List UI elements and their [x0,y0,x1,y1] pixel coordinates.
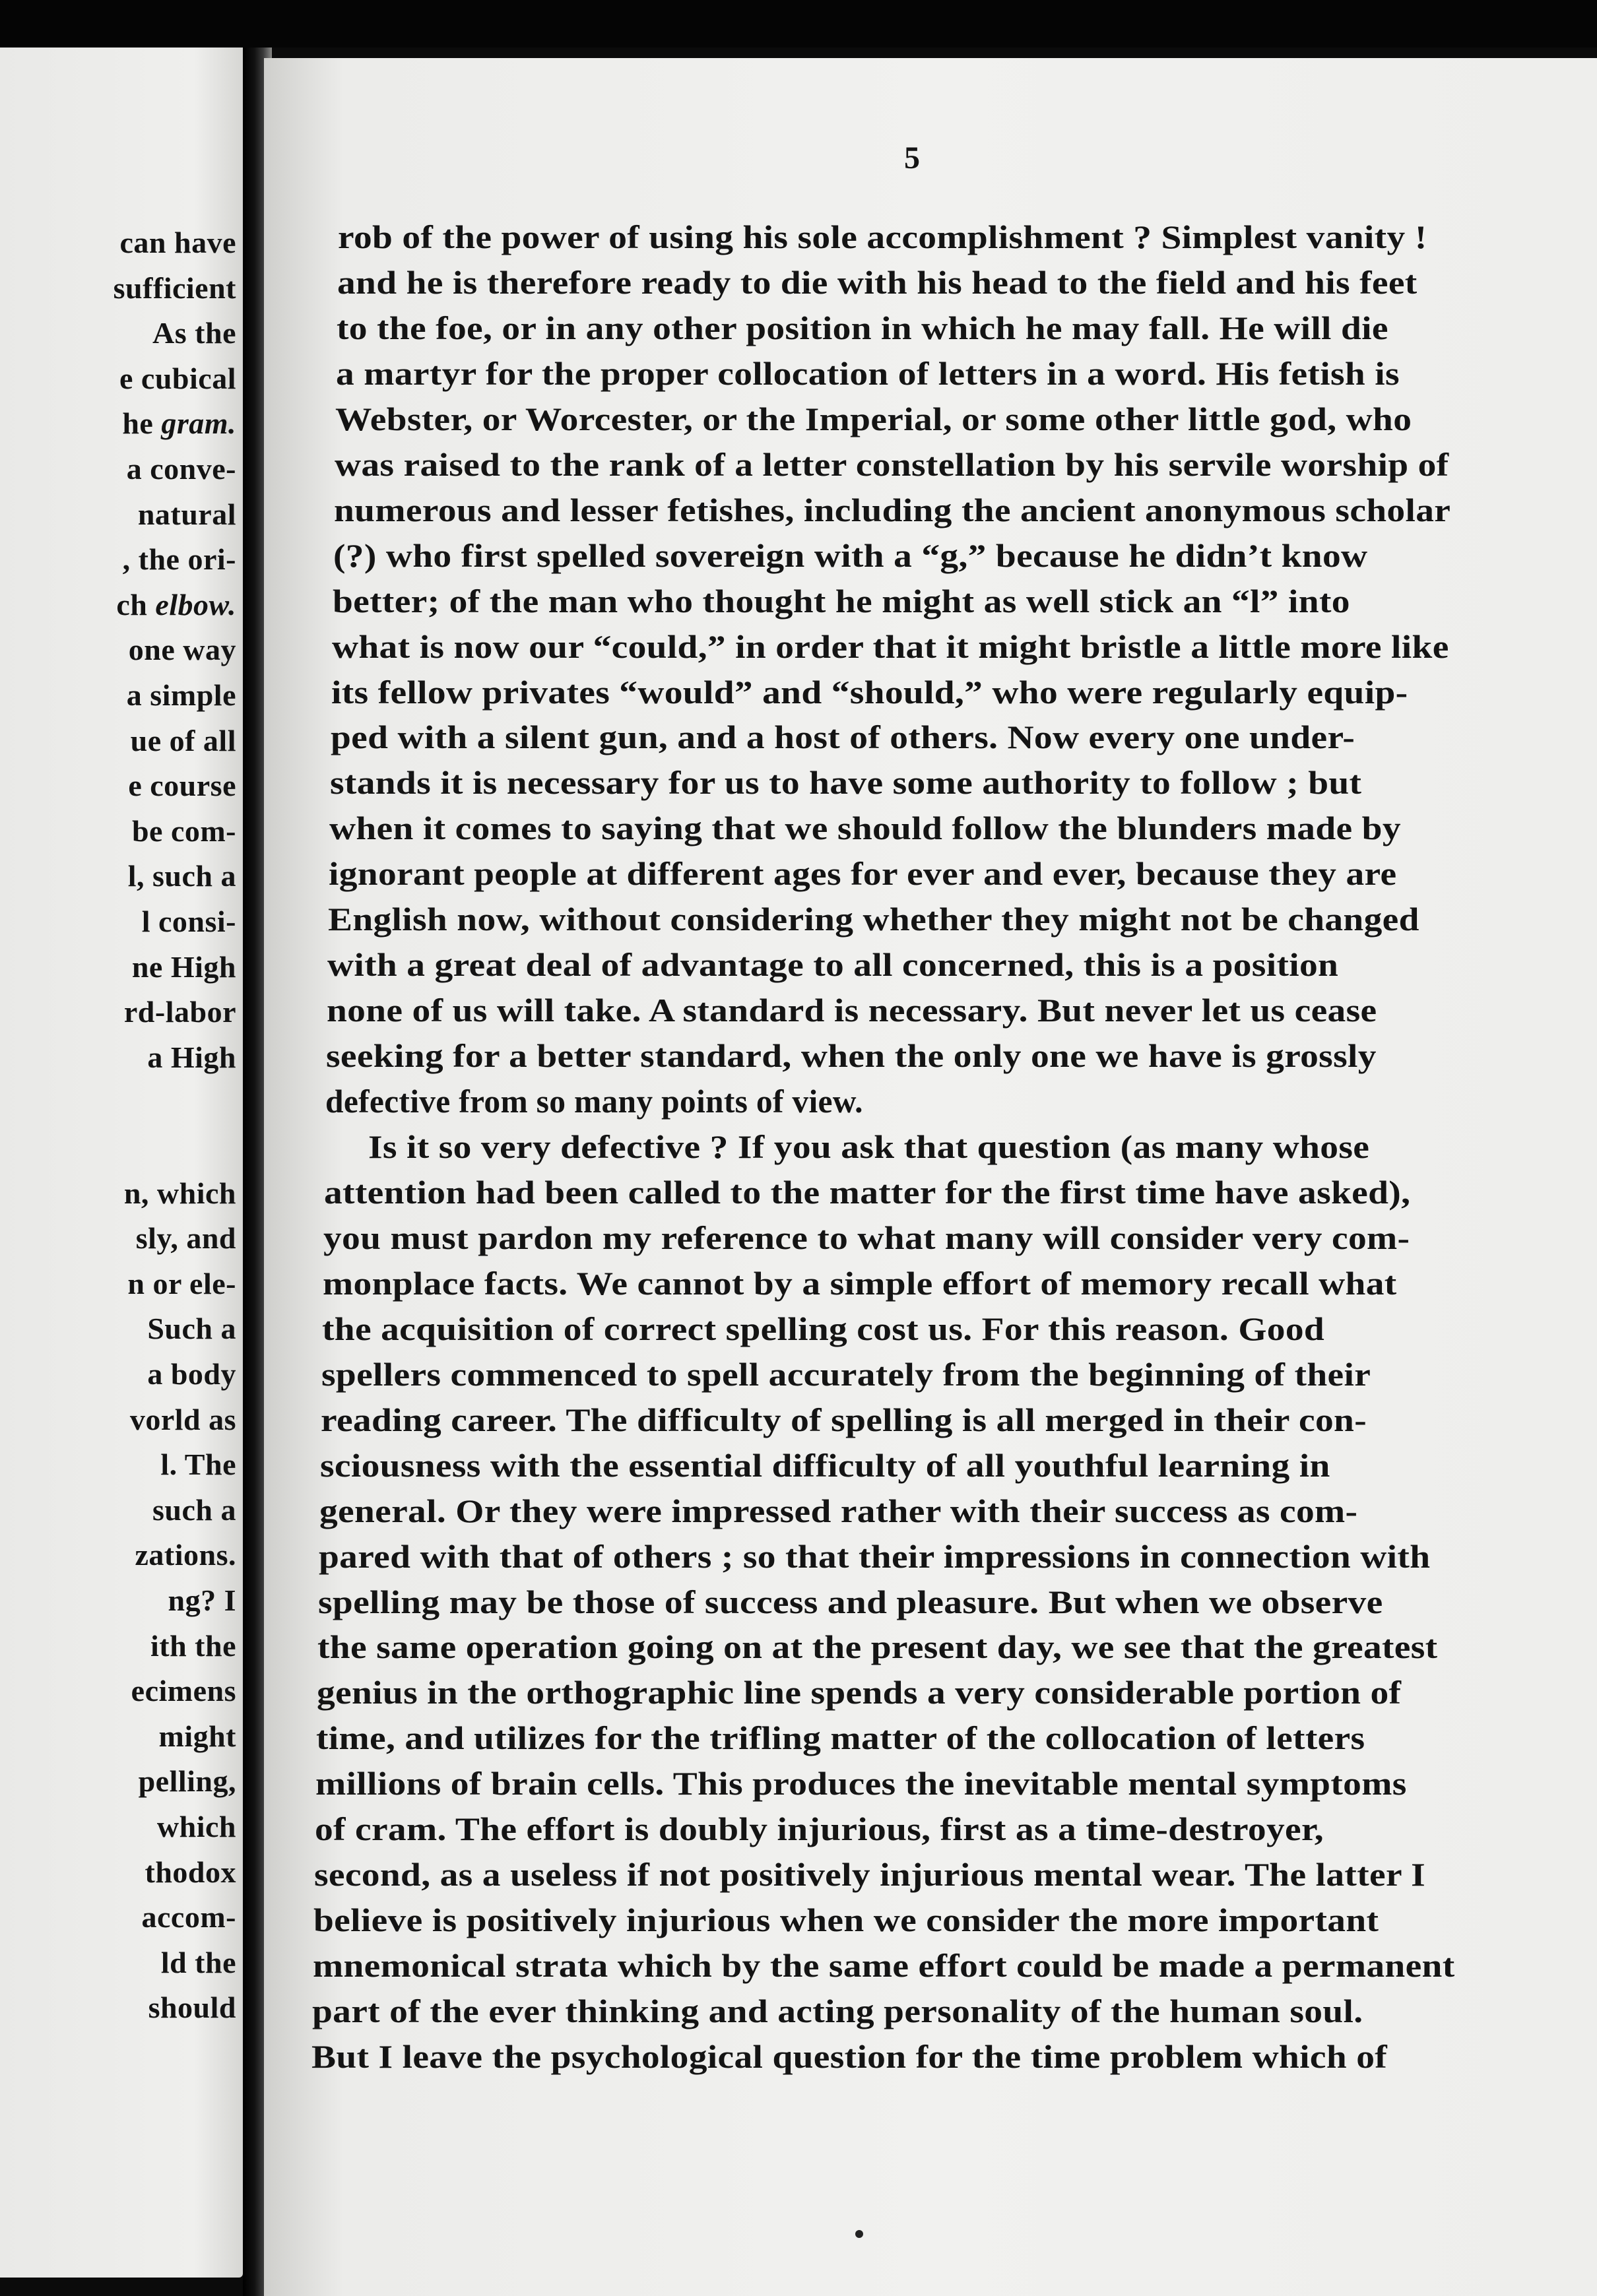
body-line: numerous and lesser fetishes, including the ancient anonymous scholar [334,492,1451,528]
ink-speck [855,2230,863,2238]
body-line: millions of brain cells. This produces the inevitable mental symptoms [315,1766,1407,1802]
body-line: spelling may be those of success and pleasure. But when we observe [318,1583,1383,1620]
left-page-fragment: a conve- [126,452,236,486]
body-line: the same operation going on at the present day, we see that the greatest [317,1629,1438,1666]
left-page-fragment: ne High [131,949,236,984]
left-page-fragment: sly, and [135,1221,236,1256]
left-page-fragment: zations. [135,1538,236,1572]
body-line: its fellow privates “would” and “should,” who were regularly equip- [331,674,1408,711]
left-page-fragment: Such a [147,1312,236,1346]
body-line: genius in the orthographic line spends a very considerable portion of [317,1674,1402,1711]
left-page-fragment: ecimens [131,1674,236,1708]
left-page [0,48,243,2278]
body-line: spellers commenced to spell accurately from the beginning of their [321,1356,1371,1393]
left-page-fragment: ng? I [168,1583,236,1617]
body-line: pared with that of others ; so that their impressions in connection with [319,1538,1431,1575]
left-page-fragment: e cubical [119,361,236,395]
body-line: stands it is necessary for us to have some authority to follow ; but [330,765,1362,802]
body-line: of cram. The effort is doubly injurious, first as a time-destroyer, [315,1811,1324,1848]
body-line: English now, without considering whether they might not be changed [328,901,1419,938]
body-line: attention had been called to the matter for the first time have asked), [324,1174,1411,1211]
left-page-fragment: ue of all [130,723,236,757]
left-page-fragment: rd-labor [123,995,236,1029]
scan-top-border [0,0,1597,48]
body-line: better; of the man who thought he might as well stick an “l” into [333,583,1350,620]
body-line: rob of the power of using his sole accomplishment ? Simplest vanity ! [338,219,1427,255]
page-number: 5 [904,141,920,175]
left-page-fragment: can have [119,226,236,259]
left-page-fragment: n, which [123,1176,236,1210]
left-page-fragment: he gram. [122,406,236,441]
left-page-fragment: accom- [141,1900,236,1934]
body-line: with a great deal of advantage to all concerned, this is a position [327,947,1339,984]
body-line: ignorant people at different ages for ever and ever, because they are [329,856,1397,893]
body-line: believe is positively injurious when we consider the more important [313,1902,1379,1939]
body-line: mnemonical strata which by the same effort could be made a permanent [313,1948,1455,1985]
body-line: Webster, or Worcester, or the Imperial, or some other little god, who [335,400,1412,437]
body-line: (?) who first spelled sovereign with a “g,” because he didn’t know [333,537,1368,574]
left-page-fragment: natural [137,497,236,531]
left-page-fragment: a body [147,1357,236,1391]
left-page-fragment: ld the [160,1945,236,1979]
body-line: what is now our “could,” in order that it might bristle a little more like [332,628,1449,665]
body-line: when it comes to saying that we should follow the blunders made by [329,810,1401,847]
body-line: you must pardon my reference to what many will consider very com- [323,1219,1410,1256]
left-page-fragment: As the [152,316,236,350]
left-page-fragment: l consi- [141,905,236,938]
left-page-fragment: pelling, [138,1764,236,1799]
left-page-fragment: l. The [160,1448,236,1482]
body-line: none of us will take. A standard is necessary. But never let us cease [327,992,1377,1029]
body-line: a martyr for the proper collocation of letters in a word. His fetish is [336,355,1400,392]
left-page-fragment: a simple [126,678,236,712]
body-line: part of the ever thinking and acting personality of the human soul. [312,1993,1363,2030]
left-page-fragment: ith the [150,1628,236,1663]
left-page-fragment: one way [128,633,236,667]
left-page-fragment: n or ele- [127,1266,236,1300]
body-line: to the foe, or in any other position in which he may fall. He will die [337,309,1388,346]
left-page-fragment: a High [147,1040,236,1074]
body-line: the acquisition of correct spelling cost us. For this reason. Good [322,1310,1325,1347]
left-page-fragment: e course [128,769,236,803]
left-page-fragment: ch elbow. [116,587,236,622]
left-page-fragment: thodox [145,1855,236,1889]
body-line: Is it so very defective ? If you ask that question (as many whose [368,1129,1370,1165]
body-line: sciousness with the essential difficulty of all youthful learning in [320,1447,1330,1484]
left-page-fragment: sufficient [113,271,236,305]
left-page-fragment: , the ori- [122,542,236,577]
body-line: and he is therefore ready to die with his head to the field and his feet [337,264,1418,301]
body-line: general. Or they were impressed rather with their success as com- [319,1492,1358,1529]
body-line: But I leave the psychological question for the time problem which of [311,2039,1388,2075]
left-page-fragment: such a [152,1492,236,1527]
left-page-fragment: l, such a [127,859,236,893]
left-page-fragment: be com- [131,813,236,848]
body-line: monplace facts. We cannot by a simple effort of memory recall what [323,1265,1397,1302]
body-line: second, as a useless if not positively injurious mental wear. The latter I [314,1857,1426,1894]
body-line: reading career. The difficulty of spelling is all merged in their con- [321,1401,1367,1438]
left-page-fragment: might [158,1719,236,1753]
left-page-fragment: vorld as [129,1402,236,1436]
body-line: ped with a silent gun, and a host of others. Now every one under- [331,719,1355,756]
body-line: was raised to the rank of a letter constellation by his servile worship of [335,446,1449,483]
body-line: defective from so many points of view. [325,1083,863,1120]
left-page-fragment: should [148,1991,236,2025]
left-page-fragment: which [156,1810,236,1843]
body-line: seeking for a better standard, when the only one we have is grossly [326,1038,1377,1075]
body-line: time, and utilizes for the trifling matter of the collocation of letters [316,1720,1365,1757]
